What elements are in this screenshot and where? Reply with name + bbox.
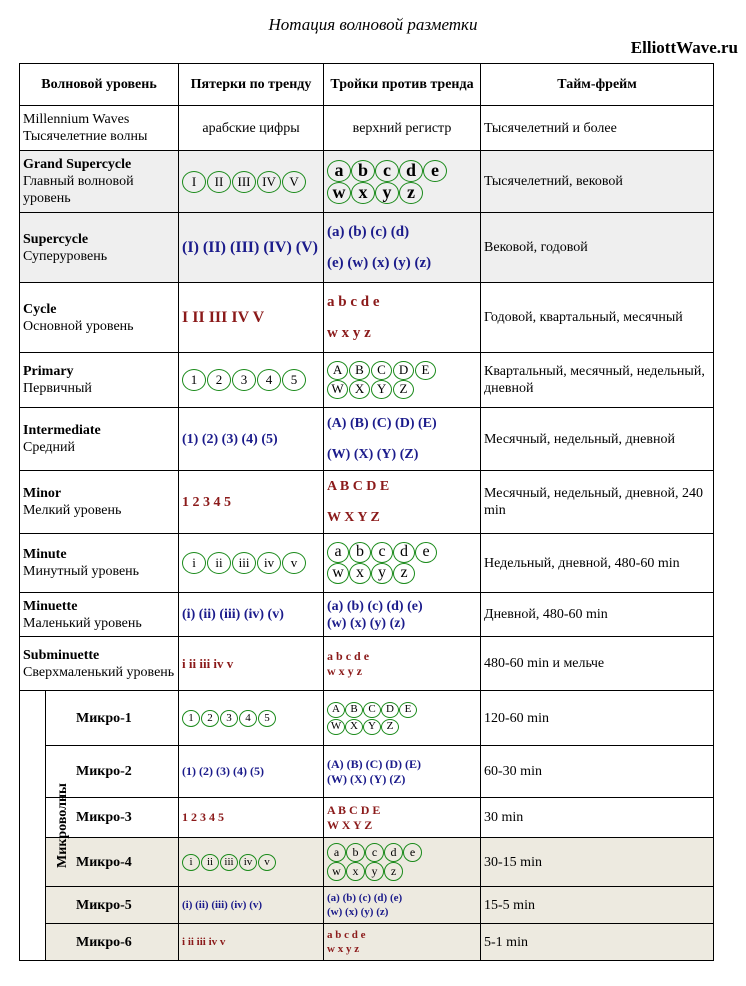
- level-en: Minor: [23, 486, 62, 501]
- threes-line: (a) (b) (c) (d) (e): [327, 892, 403, 904]
- wave-circle: A: [327, 361, 348, 380]
- micro-name: Микро-5: [46, 887, 179, 924]
- row-micro-4: [20, 838, 714, 887]
- wave-circle: 1: [182, 369, 206, 391]
- level-en: Minute: [23, 547, 67, 562]
- threes-line: (A) (B) (C) (D) (E): [327, 756, 421, 771]
- wave-circle: E: [399, 702, 417, 718]
- wave-circle: e: [403, 843, 422, 862]
- wave-circle: II: [207, 171, 231, 193]
- threes-line: W X Y Z: [327, 817, 373, 832]
- threes-line: a b c d e: [327, 293, 380, 310]
- wave-circle: b: [346, 843, 365, 862]
- row-micro-3: [20, 798, 714, 838]
- threes-cell: [324, 691, 481, 746]
- level-ru: Основной уровень: [23, 318, 134, 334]
- row-minute: [20, 534, 714, 593]
- threes-line: W X Y Z: [327, 510, 380, 525]
- level-cell: [20, 106, 179, 151]
- header-fives: Пятерки по тренду: [179, 64, 324, 106]
- wave-circle: y: [375, 182, 399, 204]
- wave-circle: C: [363, 702, 381, 718]
- wave-circle: V: [282, 171, 306, 193]
- timeframe-cell: 30 min: [481, 798, 714, 838]
- level-ru: Суперуровень: [23, 248, 108, 264]
- level-en: Minuette: [23, 598, 78, 614]
- fives-cell: (i) (ii) (iii) (iv) (v): [179, 593, 324, 637]
- threes-cell: [324, 408, 481, 471]
- threes-cell: [324, 213, 481, 283]
- fives-cell: 1 2 3 4 5: [179, 471, 324, 534]
- wave-circle: W: [327, 719, 345, 735]
- wave-circle: c: [365, 843, 384, 862]
- threes-cell: [324, 924, 481, 961]
- wave-circle: C: [371, 361, 392, 380]
- wave-circle: 5: [258, 710, 276, 727]
- fives-cell: [179, 151, 324, 213]
- micro-group-label: Микроволны: [20, 691, 46, 961]
- level-cell: [20, 151, 179, 213]
- wave-circle: i: [182, 552, 206, 574]
- row-micro-1: [20, 691, 714, 746]
- wave-circle: b: [349, 542, 371, 563]
- row-minor: [20, 471, 714, 534]
- wave-circle: d: [399, 160, 423, 182]
- timeframe-cell: Годовой, квартальный, месячный: [481, 283, 714, 353]
- threes-cell: [324, 746, 481, 798]
- wave-circle: iv: [239, 854, 257, 871]
- wave-circle: y: [371, 563, 393, 584]
- level-ru: Мелкий уровень: [23, 503, 122, 518]
- wave-circle: Z: [381, 719, 399, 735]
- level-cell: [20, 213, 179, 283]
- level-en: Cycle: [23, 301, 57, 317]
- wave-circle: Y: [363, 719, 381, 735]
- wave-circle: a: [327, 843, 346, 862]
- wave-circle: a: [327, 160, 351, 182]
- wave-circle: x: [351, 182, 375, 204]
- wave-circle: z: [399, 182, 423, 204]
- row-millennium: [20, 106, 714, 151]
- threes-line: w x y z: [327, 324, 371, 341]
- wave-circle: W: [327, 380, 348, 399]
- row-supercycle: [20, 213, 714, 283]
- wave-circle: y: [365, 862, 384, 881]
- wave-circle: Y: [371, 380, 392, 399]
- threes-cell: [324, 151, 481, 213]
- timeframe-cell: 15-5 min: [481, 887, 714, 924]
- level-cell: [20, 534, 179, 593]
- wave-circle: 4: [257, 369, 281, 391]
- wave-circle: 4: [239, 710, 257, 727]
- threes-cell: [324, 471, 481, 534]
- level-en: Grand Supercycle: [23, 157, 132, 172]
- threes-cell: [324, 798, 481, 838]
- fives-cell: i ii iii iv v: [179, 924, 324, 961]
- threes-line: w x y z: [327, 943, 360, 955]
- timeframe-cell: Месячный, недельный, дневной, 240 min: [481, 471, 714, 534]
- fives-cell: арабские цифры: [179, 106, 324, 151]
- level-cell: [20, 283, 179, 353]
- threes-line: (W) (X) (Y) (Z): [327, 447, 419, 462]
- row-primary: [20, 353, 714, 408]
- threes-line: w x y z: [327, 663, 363, 678]
- fives-cell: (i) (ii) (iii) (iv) (v): [179, 887, 324, 924]
- level-ru: Главный волновой уровень: [23, 174, 134, 206]
- micro-name: Микро-2: [46, 746, 179, 798]
- wave-circle: Z: [393, 380, 414, 399]
- timeframe-cell: 60-30 min: [481, 746, 714, 798]
- timeframe-cell: 5-1 min: [481, 924, 714, 961]
- micro-name: Микро-6: [46, 924, 179, 961]
- level-cell: [20, 353, 179, 408]
- header-timeframe: Тайм-фрейм: [481, 64, 714, 106]
- threes-line: (w) (x) (y) (z): [327, 615, 406, 631]
- level-ru: Маленький уровень: [23, 615, 142, 631]
- threes-line: A B C D E: [327, 479, 390, 494]
- wave-circle: 3: [232, 369, 256, 391]
- row-grand-supercycle: [20, 151, 714, 213]
- wave-circle: iii: [220, 854, 238, 871]
- threes-line: a b c d e: [327, 648, 370, 663]
- fives-cell: 1 2 3 4 5: [179, 798, 324, 838]
- level-cell: [20, 471, 179, 534]
- wave-circle: w: [327, 862, 346, 881]
- wave-circle: D: [381, 702, 399, 718]
- row-micro-5: [20, 887, 714, 924]
- wave-circle: B: [349, 361, 370, 380]
- wave-circle: d: [393, 542, 415, 563]
- wave-circle: v: [282, 552, 306, 574]
- micro-name: Микро-1: [46, 691, 179, 746]
- threes-line: (a) (b) (c) (d): [327, 223, 410, 240]
- fives-cell: I II III IV V: [179, 283, 324, 353]
- threes-line: a b c d e: [327, 929, 366, 941]
- fives-cell: (1) (2) (3) (4) (5): [179, 408, 324, 471]
- row-micro-6: [20, 924, 714, 961]
- wave-circle: D: [393, 361, 414, 380]
- level-ru: Первичный: [23, 381, 92, 396]
- wave-circle: X: [345, 719, 363, 735]
- row-intermediate: [20, 408, 714, 471]
- threes-cell: [324, 534, 481, 593]
- timeframe-cell: Тысячелетний, вековой: [481, 151, 714, 213]
- level-en: Subminuette: [23, 647, 100, 663]
- level-en: Supercycle: [23, 231, 89, 247]
- timeframe-cell: Дневной, 480-60 min: [481, 593, 714, 637]
- level-cell: [20, 637, 179, 691]
- wave-circle: E: [415, 361, 436, 380]
- level-ru: Средний: [23, 440, 75, 455]
- timeframe-cell: Недельный, дневной, 480-60 min: [481, 534, 714, 593]
- wave-circle: 1: [182, 710, 200, 727]
- row-minuette: [20, 593, 714, 637]
- level-en: Primary: [23, 364, 74, 379]
- wave-circle: c: [375, 160, 399, 182]
- threes-cell: [324, 593, 481, 637]
- fives-cell: (I) (II) (III) (IV) (V): [179, 213, 324, 283]
- wave-circle: v: [258, 854, 276, 871]
- wave-circle: ii: [201, 854, 219, 871]
- wave-circle: c: [371, 542, 393, 563]
- fives-cell: [179, 534, 324, 593]
- micro-name: Микро-3: [46, 798, 179, 838]
- timeframe-cell: 480-60 min и мельче: [481, 637, 714, 691]
- wave-circle: B: [345, 702, 363, 718]
- wave-circle: d: [384, 843, 403, 862]
- row-micro-2: [20, 746, 714, 798]
- wave-circle: i: [182, 854, 200, 871]
- level-ru: Тысячелетние волны: [23, 129, 148, 144]
- fives-cell: [179, 838, 324, 887]
- wave-circle: 5: [282, 369, 306, 391]
- wave-circle: ii: [207, 552, 231, 574]
- wave-circle: z: [384, 862, 403, 881]
- threes-cell: [324, 283, 481, 353]
- page-title: Нотация волновой разметки: [268, 15, 478, 34]
- micro-name: Микро-4: [46, 838, 179, 887]
- wave-circle: w: [327, 182, 351, 204]
- timeframe-cell: Вековой, годовой: [481, 213, 714, 283]
- timeframe-cell: 120-60 min: [481, 691, 714, 746]
- wave-circle: iv: [257, 552, 281, 574]
- threes-line: (e) (w) (x) (y) (z): [327, 254, 432, 271]
- level-ru: Сверхмаленький уровень: [23, 664, 175, 680]
- row-cycle: [20, 283, 714, 353]
- wave-circle: e: [423, 160, 447, 182]
- wave-circle: X: [349, 380, 370, 399]
- header-level: Волновой уровень: [20, 64, 179, 106]
- fives-cell: (1) (2) (3) (4) (5): [179, 746, 324, 798]
- wave-circle: x: [349, 563, 371, 584]
- threes-line: (W) (X) (Y) (Z): [327, 771, 406, 786]
- fives-cell: [179, 691, 324, 746]
- threes-line: (a) (b) (c) (d) (e): [327, 598, 423, 614]
- timeframe-cell: 30-15 min: [481, 838, 714, 887]
- fives-cell: [179, 353, 324, 408]
- wave-circle: 2: [207, 369, 231, 391]
- site-name: ElliottWave.ru: [630, 38, 738, 57]
- level-ru: Минутный уровень: [23, 564, 140, 579]
- wave-circle: x: [346, 862, 365, 881]
- level-en: Millennium Waves: [23, 112, 130, 127]
- wave-circle: 3: [220, 710, 238, 727]
- wave-circle: I: [182, 171, 206, 193]
- wave-circle: III: [232, 171, 256, 193]
- level-cell: [20, 593, 179, 637]
- timeframe-cell: Месячный, недельный, дневной: [481, 408, 714, 471]
- wave-notation-table: [19, 63, 714, 961]
- level-cell: [20, 408, 179, 471]
- threes-line: (A) (B) (C) (D) (E): [327, 416, 437, 431]
- threes-cell: верхний регистр: [324, 106, 481, 151]
- level-en: Intermediate: [23, 423, 101, 438]
- header-threes: Тройки против тренда: [324, 64, 481, 106]
- threes-cell: [324, 637, 481, 691]
- wave-circle: w: [327, 563, 349, 584]
- threes-line: (w) (x) (y) (z): [327, 906, 389, 918]
- wave-circle: IV: [257, 171, 281, 193]
- row-subminuette: [20, 637, 714, 691]
- threes-cell: [324, 353, 481, 408]
- header-row: [20, 64, 714, 106]
- wave-circle: A: [327, 702, 345, 718]
- wave-circle: b: [351, 160, 375, 182]
- wave-circle: iii: [232, 552, 256, 574]
- wave-circle: z: [393, 563, 415, 584]
- fives-cell: i ii iii iv v: [179, 637, 324, 691]
- timeframe-cell: Квартальный, месячный, недельный, дневной: [481, 353, 714, 408]
- threes-cell: [324, 887, 481, 924]
- wave-circle: 2: [201, 710, 219, 727]
- threes-cell: [324, 838, 481, 887]
- timeframe-cell: Тысячелетний и более: [481, 106, 714, 151]
- wave-circle: e: [415, 542, 437, 563]
- threes-line: A B C D E: [327, 802, 381, 817]
- wave-circle: a: [327, 542, 349, 563]
